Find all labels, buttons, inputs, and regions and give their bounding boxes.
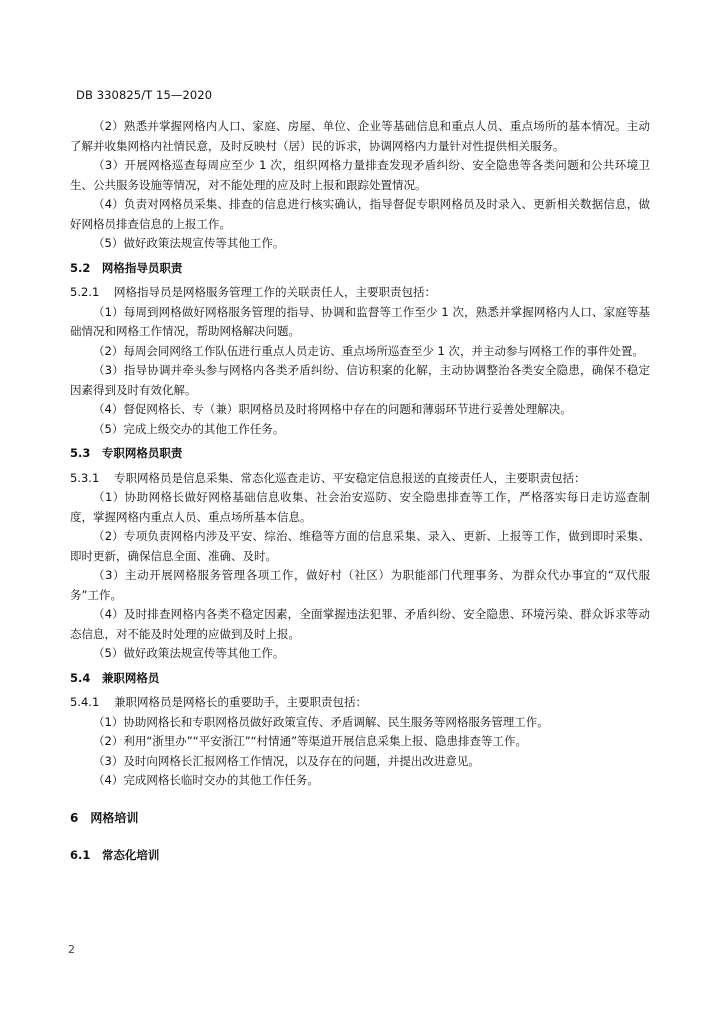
paragraph: （4）负责对网格员采集、排查的信息进行核实确认，指导督促专职网格员及时录入、更新相关数据信息，做好网格员排查信息的上报工作。 [70,197,650,231]
paragraph: （3）指导协调并牵头参与网格内各类矛盾纠纷、信访积案的化解，主动协调整治各类安全隐患，确保不稳定因素得到及时有效化解。 [70,363,650,397]
section-heading-5-3: 5.3 专职网格员职责 [70,446,183,460]
paragraph: （2）熟悉并掌握网格内人口、家庭、房屋、单位、企业等基础信息和重点人员、重点场所的基本情况。主动了解并收集网格内社情民意，及时反映村（居）民的诉求，协调网格内力量针对性提供相关服务。 [70,119,650,153]
document-body [70,117,650,871]
paragraph: （2）每周会同网络工作队伍进行重点人员走访、重点场所巡查至少 1 次，并主动参与网格工作的事件处置。 [93,343,644,358]
clause-text: 专职网格员是信息采集、常态化巡查走访、平安稳定信息报送的直接责任人，主要职责包括： [114,470,586,485]
paragraph: （4）完成网格长临时交办的其他工作任务。 [93,773,319,787]
paragraph: （1）协助网格长和专职网格员做好政策宣传、矛盾调解、民生服务等网格服务管理工作。 [93,714,549,729]
document-header: DB 330825/T 15—2020 [76,88,213,102]
clause-number: 5.4.1 [70,695,100,709]
page-number: 2 [68,943,75,956]
paragraph: （3）及时向网格长汇报网格工作情况，以及存在的问题，并提出改进意见。 [93,753,480,768]
clause-5-3-1 [70,469,650,489]
paragraph: （1）协助网格长做好网格基础信息收集、社会治安巡防、安全隐患排查等工作，严格落实每日走访巡查制度，掌握网格内重点人员、重点场所基本信息。 [70,490,650,524]
clause-text: 兼职网格员是网格长的重要助手，主要职责包括： [114,695,367,709]
paragraph: （3）开展网格巡查每周应至少 1 次，组织网格力量排查发现矛盾纠纷、安全隐患等各类问题和公共环境卫生、公共服务设施等情况，对不能处理的应及时上报和跟踪处置情况。 [70,158,650,192]
paragraph: （1）每周到网格做好网格服务管理的指导、协调和监督等工作至少 1 次，熟悉并掌握网格内人口、家庭等基础情况和网格工作情况，帮助网格解决问题。 [70,304,650,338]
paragraph: （4）督促网格长、专（兼）职网格员及时将网格中存在的问题和薄弱环节进行妥善处理解决。 [93,402,572,416]
paragraph: （5）完成上级交办的其他工作任务。 [93,421,285,436]
clause-5-2-1 [70,283,650,303]
section-heading-5-4: 5.4 兼职网格员 [70,670,160,685]
clause-number: 5.3.1 [70,470,100,485]
paragraph: （3）主动开展网格服务管理各项工作，做好村（社区）为职能部门代理事务、为群众代办事宜的“双代服务”工作。 [70,568,650,602]
clause-text: 网格指导员是网格服务管理工作的关联责任人，主要职责包括： [114,285,436,299]
paragraph: （2）专项负责网格内涉及平安、综治、维稳等方面的信息采集、录入、更新、上报等工作，做到即时采集、即时更新，确保信息全面、准确、及时。 [70,529,650,563]
paragraph: （4）及时排查网格内各类不稳定因素，全面掌握违法犯罪、矛盾纠纷、安全隐患、环境污染、群众诉求等动态信息，对不能及时处理的应做到及时上报。 [70,607,650,641]
section-heading-5-2: 5.2 网格指导员职责 [70,260,183,275]
paragraph: （5）做好政策法规宣传等其他工作。 [93,646,285,660]
paragraph: （5）做好政策法规宣传等其他工作。 [93,236,285,250]
clause-number: 5.2.1 [70,285,100,299]
section-heading-6-1: 6.1 常态化培训 [70,848,160,862]
paragraph: （2）利用“浙里办”“平安浙江”“村情通”等渠道开展信息采集上报、隐患排查等工作。 [93,734,528,748]
section-heading-6: 6 网格培训 [70,810,139,825]
clause-5-4-1 [70,693,650,713]
